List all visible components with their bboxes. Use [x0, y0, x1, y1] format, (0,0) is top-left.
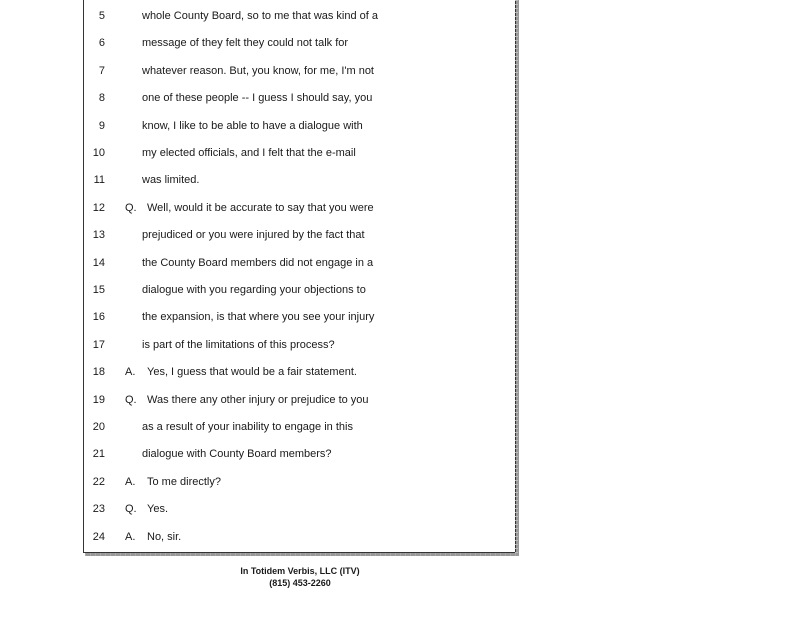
speaker-label: Q.	[125, 202, 137, 214]
transcript-line	[85, 444, 515, 464]
line-number: 22	[92, 476, 105, 488]
speaker-label: A.	[125, 476, 136, 488]
transcript-line	[85, 362, 515, 382]
transcript-line	[85, 472, 515, 492]
line-number: 20	[92, 421, 105, 433]
transcript-line	[85, 307, 515, 327]
speaker-label: A.	[125, 531, 136, 543]
page-edge-shadow-right	[515, 0, 518, 556]
line-number: 13	[92, 229, 105, 241]
transcript-line	[85, 116, 515, 136]
testimony-text: prejudiced or you were injured by the fact that	[142, 229, 365, 241]
testimony-text: No, sir.	[147, 531, 182, 543]
transcript-line	[85, 527, 515, 547]
footer-company: In Totidem Verbis, LLC (ITV)	[240, 566, 360, 576]
line-number: 11	[93, 174, 105, 186]
transcript-line	[85, 61, 515, 81]
transcript-line	[85, 390, 515, 410]
transcript-line	[85, 88, 515, 108]
testimony-text: To me directly?	[147, 476, 221, 488]
testimony-text: whatever reason. But, you know, for me, I'm not	[142, 65, 374, 77]
line-number: 24	[92, 531, 105, 543]
line-number: 14	[92, 257, 105, 269]
testimony-text: Yes.	[147, 503, 169, 515]
transcript-line	[85, 198, 515, 218]
testimony-text: know, I like to be able to have a dialogue with	[142, 120, 363, 132]
testimony-text: the expansion, is that where you see your injury	[142, 311, 375, 323]
footer-phone: (815) 453-2260	[269, 578, 331, 588]
testimony-text: Was there any other injury or prejudice to you	[147, 394, 369, 406]
line-number: 19	[92, 394, 105, 406]
transcript-line	[85, 499, 515, 519]
speaker-label: Q.	[125, 394, 137, 406]
testimony-text: Yes, I guess that would be a fair statement.	[147, 366, 357, 378]
line-number: 5	[98, 10, 105, 22]
testimony-text: dialogue with you regarding your objections to	[142, 284, 366, 296]
line-number: 18	[92, 366, 105, 378]
testimony-text: my elected officials, and I felt that the e-mail	[142, 147, 356, 159]
testimony-text: was limited.	[142, 174, 200, 186]
line-number: 23	[92, 503, 105, 515]
transcript-line	[85, 33, 515, 53]
transcript-line	[85, 143, 515, 163]
testimony-text: the County Board members did not engage in a	[142, 257, 374, 269]
line-number: 7	[98, 65, 105, 77]
line-number: 15	[92, 284, 105, 296]
transcript-line	[85, 6, 515, 26]
transcript-line	[85, 225, 515, 245]
speaker-label: A.	[125, 366, 136, 378]
testimony-text: whole County Board, so to me that was kind of a	[142, 10, 379, 22]
testimony-text: Well, would it be accurate to say that you were	[147, 202, 374, 214]
page-edge-shadow-bottom	[85, 553, 517, 556]
transcript-page	[83, 0, 516, 553]
speaker-label: Q.	[125, 503, 137, 515]
testimony-text: dialogue with County Board members?	[142, 448, 332, 460]
testimony-text: is part of the limitations of this process?	[142, 339, 335, 351]
line-number: 17	[92, 339, 105, 351]
line-number: 10	[92, 147, 105, 159]
testimony-text: as a result of your inability to engage in this	[142, 421, 353, 433]
testimony-text: message of they felt they could not talk for	[142, 37, 349, 49]
testimony-text: one of these people -- I guess I should say, you	[142, 92, 373, 104]
transcript-line	[85, 335, 515, 355]
line-number: 6	[98, 37, 105, 49]
transcript-line	[85, 253, 515, 273]
transcript-line	[85, 417, 515, 437]
line-number: 9	[98, 120, 105, 132]
line-number: 16	[92, 311, 105, 323]
transcript-line	[85, 170, 515, 190]
line-number: 8	[98, 92, 105, 104]
transcript-line	[85, 280, 515, 300]
line-number: 21	[92, 448, 105, 460]
line-number: 12	[92, 202, 105, 214]
